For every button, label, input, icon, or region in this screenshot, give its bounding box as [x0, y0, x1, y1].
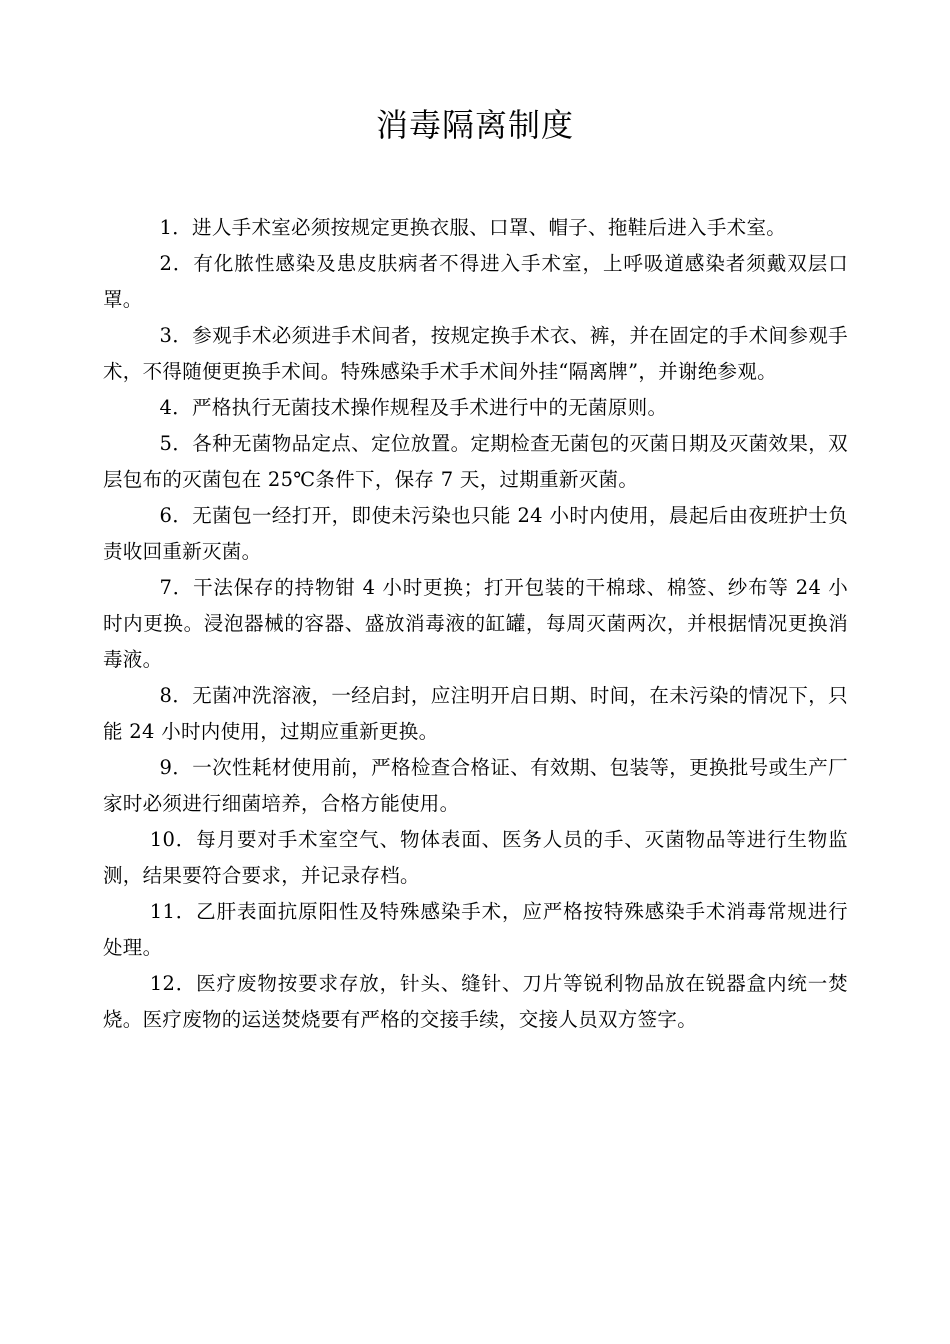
rule-item-10: 10．每月要对手术室空气、物体表面、医务人员的手、灭菌物品等进行生物监测，结果要符合要求，并记录存档。 [103, 828, 848, 887]
rule-item-4: 4．严格执行无菌技术操作规程及手术进行中的无菌原则。 [159, 396, 668, 419]
rule-item-11: 11．乙肝表面抗原阳性及特殊感染手术，应严格按特殊感染手术消毒常规进行处理。 [103, 900, 848, 959]
rule-item-12: 12．医疗废物按要求存放，针头、缝针、刀片等锐利物品放在锐器盒内统一焚烧。医疗废物的运送焚烧要有严格的交接手续，交接人员双方签字。 [103, 972, 848, 1031]
rule-item-5: 5．各种无菌物品定点、定位放置。定期检查无菌包的灭菌日期及灭菌效果，双层包布的灭菌包在 25℃条件下，保存 7 天，过期重新灭菌。 [103, 432, 848, 491]
rule-item-7: 7．干法保存的持物钳 4 小时更换；打开包装的干棉球、棉签、纱布等 24 小时内更换。浸泡器械的容器、盛放消毒液的缸罐，每周灭菌两次，并根据情况更换消毒液。 [103, 576, 848, 671]
rule-item-9: 9．一次性耗材使用前，严格检查合格证、有效期、包装等，更换批号或生产厂家时必须进行细菌培养，合格方能使用。 [103, 756, 848, 815]
document-title: 消毒隔离制度 [375, 106, 574, 144]
rule-item-8: 8．无菌冲洗溶液，一经启封，应注明开启日期、时间，在未污染的情况下，只能 24 小时内使用，过期应重新更换。 [103, 684, 848, 743]
rule-item-6: 6．无菌包一经打开，即使未污染也只能 24 小时内使用，晨起后由夜班护士负责收回重新灭菌。 [103, 504, 848, 563]
rules-list [103, 210, 848, 1038]
rule-item-1: 1．进人手术室必须按规定更换衣服、口罩、帽子、拖鞋后进入手术室。 [159, 216, 787, 239]
rule-item-2: 2．有化脓性感染及患皮肤病者不得进入手术室，上呼吸道感染者须戴双层口罩。 [103, 252, 848, 311]
rule-item-3: 3．参观手术必须进手术间者，按规定换手术衣、裤，并在固定的手术间参观手术，不得随便更换手术间。特殊感染手术手术间外挂“隔离牌”，并谢绝参观。 [103, 324, 848, 383]
